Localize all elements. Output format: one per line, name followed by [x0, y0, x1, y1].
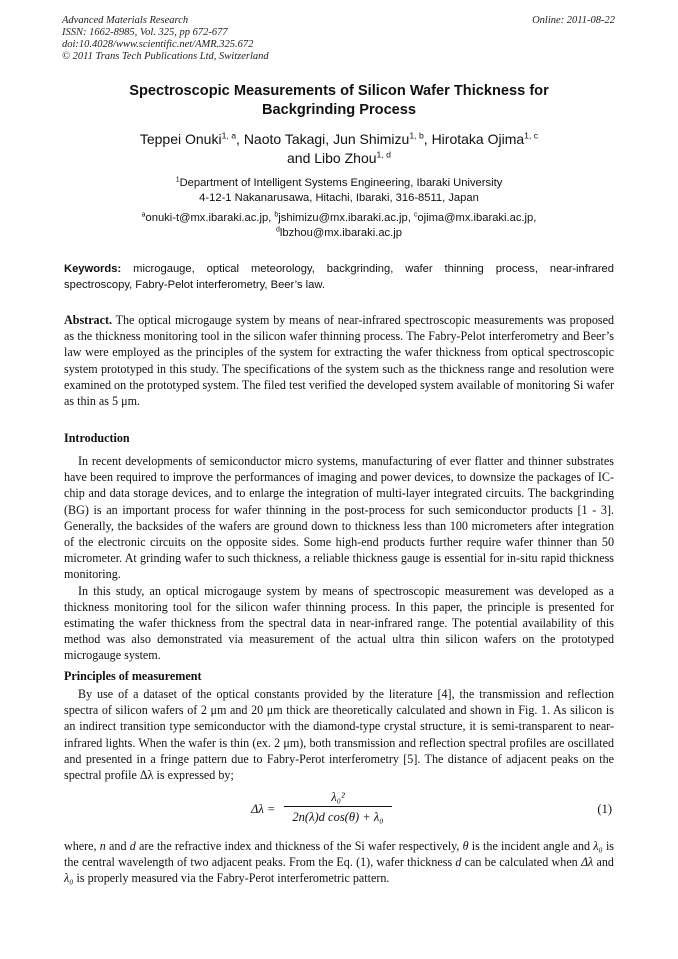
math-symbol: n	[99, 839, 106, 853]
affiliation-sup: 1	[175, 176, 180, 184]
title-line-1: Spectroscopic Measurements of Silicon Wafer Thickness for	[129, 83, 549, 99]
math-symbol: d	[455, 855, 462, 870]
principles-body	[64, 686, 614, 783]
email-sup: d	[276, 226, 280, 234]
post-equation-paragraph	[64, 838, 614, 887]
email-sup: c	[413, 211, 418, 219]
author-sup: 1, d	[376, 149, 391, 160]
email-link[interactable]: onuki-t@mx.ibaraki.ac.jp,	[145, 212, 275, 224]
abstract-text: The optical microgauge system by means of near-infrared spectroscopic measurements was proposed as the thickness monitoring tool in the silicon wafer thinning process. The Fabry-Pelot interferometry and Beer’s law were employed as the principles of the system for extracting the wafer thickness from optical spectroscopic system prototyped in this study. The specifications of the system such as the thickness range and resolution were examined on the prototyped system. The filed test verified the developed system available of monitoring Si wafer as thin as 5 μm.	[64, 313, 614, 409]
text-run: are the refractive index and thickness of the Si wafer respectively,	[135, 839, 463, 853]
journal-name: Advanced Materials Research	[62, 15, 189, 26]
abstract	[64, 312, 614, 409]
email-link[interactable]: lbzhou@mx.ibaraki.ac.jp	[279, 227, 402, 239]
email-sup: b	[274, 211, 279, 219]
section-heading-principles: Principles of measurement	[64, 669, 202, 683]
issn-line: ISSN: 1662-8985, Vol. 325, pp 672-677	[62, 27, 228, 38]
author-line-1	[62, 130, 616, 149]
text-run: can be calculated when	[461, 855, 581, 870]
affiliation-dept	[62, 176, 616, 191]
email-link[interactable]: jshimizu@mx.ibaraki.ac.jp,	[278, 212, 414, 224]
affiliation	[62, 176, 616, 206]
doi-line: doi:10.4028/www.scientific.net/AMR.325.672	[62, 39, 254, 50]
author-name: , Naoto Takagi, Jun Shimizu	[236, 131, 410, 147]
paragraph: In this study, an optical microgauge system by means of spectroscopic measurement was developed as a thickness monitoring tool for the silicon wafer thinning process. In this paper, the principle is presented for estimating the wafer thickness from the spectral data in near-infrared range. The potential availability of this method was also demonstrated via measurement of the actual ultra thin silicon wafers on the prototyped microgauge system.	[64, 583, 614, 663]
author-name: , Hirotaka Ojima	[423, 131, 525, 147]
text-run: and	[105, 839, 130, 853]
equation-fraction	[282, 788, 394, 827]
affiliation-address: 4-12-1 Nakanarusawa, Hitachi, Ibaraki, 316-8511, Japan	[199, 192, 479, 204]
author-list	[62, 130, 616, 168]
text-run: where,	[64, 839, 100, 853]
title-line-2: Backgrinding Process	[261, 102, 417, 118]
paragraph: By use of a dataset of the optical constants provided by the literature [4], the transmission and reflection spectra of silicon wafers of 2 μm and 20 μm thick are theoretically calculated and shown in Fig. 1. As silicon is an indirect transition type semiconductor with the diamond-type crystal structure, it is semi-transparent to near-infrared lights. When the wafer is thin (ex. 2 μm), both transmission and reflection spectral profiles are oscillated and presented in a fringe pattern due to Fabry-Perot interferometry [5]. The distance of adjacent peaks on the spectral profile Δλ is expressed by;	[64, 687, 614, 783]
text-run: is properly measured via the Fabry-Perot interferometric pattern.	[73, 871, 390, 886]
text-run: is the incident angle and	[468, 839, 594, 853]
email-line-2	[62, 226, 616, 241]
author-name: Teppei Onuki	[139, 131, 222, 147]
abstract-label: Abstract.	[64, 313, 113, 327]
math-symbol: λ₀	[593, 839, 603, 853]
section-heading-introduction: Introduction	[64, 431, 130, 445]
author-sup: 1, b	[409, 130, 424, 141]
affiliation-dept-text: Department of Intelligent Systems Engineering, Ibaraki University	[179, 177, 503, 189]
author-sup: 1, a	[221, 130, 237, 141]
math-symbol: λ₀	[64, 871, 74, 886]
equation-lhs: Δλ =	[251, 802, 276, 816]
email-sup: a	[141, 211, 146, 219]
text-run: is the central wavelength of two adjacent peaks. From the Eq. (1), wafer thickness	[64, 839, 615, 870]
email-line-1	[62, 211, 616, 226]
keywords	[64, 262, 614, 293]
math-symbol: Δλ	[580, 855, 594, 870]
paper-title	[62, 82, 616, 120]
email-block	[62, 211, 616, 241]
author-sup: 1, c	[524, 130, 539, 141]
text-run: and	[593, 855, 614, 870]
paragraph: In recent developments of semiconductor micro systems, manufacturing of ever flatter and thinner substrates have been required to improve the performances of imaging and power devices, to downsize the packages of IC-chip and data storage devices, and to enlarge the integration of multi-layer integrated circuits. The backgrinding (BG) is an important process for wafer thinning in the post-process for such semiconductor products [1 - 3]. Generally, the backsides of the wafers are ground down to thickness less than 100 micrometers after integration of the electronic circuits on the opposite sides. Some high-end products further require wafer thinner than 50 micrometer. At grinding wafer to such thickness, a reliable thickness gauge is essential for in-situ rapid thickness monitoring.	[64, 454, 614, 582]
math-symbol: θ	[462, 839, 469, 853]
keywords-text: microgauge, optical meteorology, backgrinding, wafer thinning process, near-infrared spectroscopy, Fabry-Pelot interferometry, Beer’s law.	[64, 263, 614, 291]
online-date: Online: 2011-08-22	[532, 15, 615, 26]
equation-number: (1)	[597, 802, 612, 816]
introduction-body	[64, 453, 614, 664]
author-line-2	[62, 149, 616, 168]
equation-denominator: 2n(λ)d cos(θ) + λ₀	[292, 810, 384, 824]
math-symbol: d	[129, 839, 136, 853]
email-link[interactable]: ojima@mx.ibaraki.ac.jp,	[417, 212, 537, 224]
equation-numerator: λ₀²	[331, 790, 345, 804]
paragraph	[64, 838, 614, 887]
equation-1	[64, 788, 614, 834]
journal-header	[62, 15, 269, 63]
copyright-line: © 2011 Trans Tech Publications Ltd, Switzerland	[62, 51, 269, 62]
keywords-label: Keywords:	[64, 263, 122, 275]
author-name: and Libo Zhou	[287, 150, 377, 166]
